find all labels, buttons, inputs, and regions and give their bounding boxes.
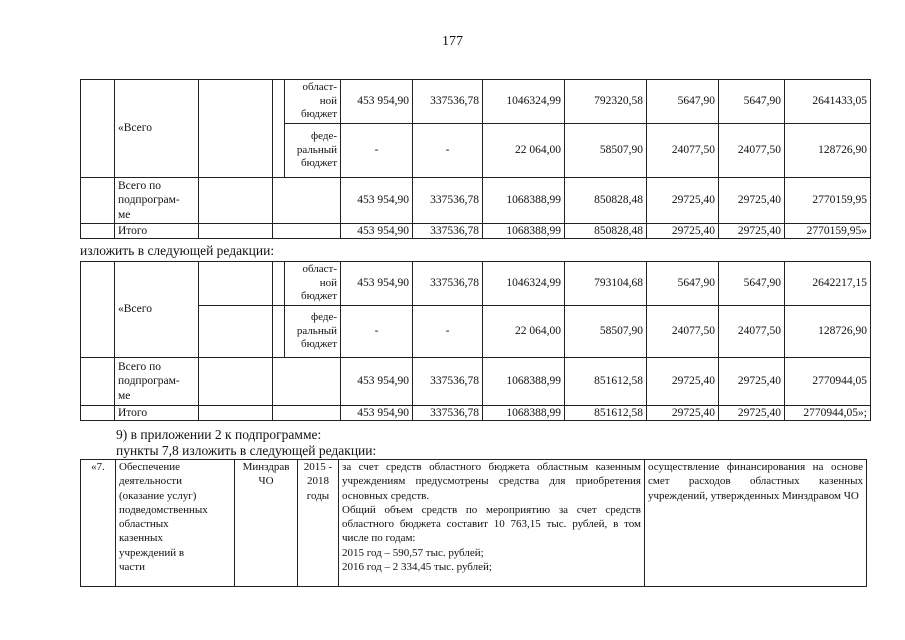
federal-value: -	[413, 124, 483, 178]
subprogram-value: 453 954,90	[341, 178, 413, 224]
page-number: 177	[442, 34, 463, 49]
federal-value: 58507,90	[565, 306, 647, 358]
regional-value: 453 954,90	[341, 80, 413, 124]
total-label: «Всего	[115, 80, 199, 178]
subprogram-value: 1068388,99	[483, 178, 565, 224]
federal-value: -	[341, 306, 413, 358]
redaction-text: изложить в следующей редакции:	[80, 243, 275, 258]
subprogram-value: 850828,48	[565, 178, 647, 224]
subprogram-label: Всего по подпрограм- ме	[115, 178, 199, 224]
itogo-row	[81, 224, 871, 239]
federal-value: 24077,50	[647, 124, 719, 178]
federal-value: 22 064,00	[483, 306, 565, 358]
federal-value: 128726,90	[785, 124, 871, 178]
federal-value: 24077,50	[719, 306, 785, 358]
regional-value: 2642217,15	[785, 262, 871, 306]
itogo-value: 29725,40	[719, 224, 785, 239]
itogo-value: 2770159,95»	[785, 224, 871, 239]
itogo-value: 851612,58	[565, 406, 647, 421]
regional-value: 5647,90	[719, 262, 785, 306]
itogo-value: 29725,40	[647, 406, 719, 421]
itogo-label: Итого	[115, 224, 199, 239]
regional-value: 453 954,90	[341, 262, 413, 306]
subprogram-value: 2770159,95	[785, 178, 871, 224]
federal-value: 128726,90	[785, 306, 871, 358]
itogo-value: 29725,40	[647, 224, 719, 239]
regional-value: 5647,90	[719, 80, 785, 124]
item-9-text: 9) в приложении 2 к подпрограмме:	[116, 427, 322, 442]
activity-executor: Минздрав ЧО	[235, 460, 298, 587]
activity-name: Обеспечение деятельности (оказание услуг) подведомственных областных казенных учреждений в части	[116, 460, 235, 587]
budget-table-new	[80, 261, 871, 421]
activity-row-7	[81, 460, 867, 587]
itogo-value: 337536,78	[413, 224, 483, 239]
activity-number: «7.	[81, 460, 116, 587]
subprogram-label: Всего по подпрограм- ме	[115, 358, 199, 406]
subprogram-value: 29725,40	[719, 358, 785, 406]
itogo-value: 2770944,05»;	[785, 406, 871, 421]
subprogram-total-row	[81, 358, 871, 406]
itogo-value: 850828,48	[565, 224, 647, 239]
subprogram-value: 2770944,05	[785, 358, 871, 406]
budget-table-old	[80, 79, 871, 239]
itogo-value: 29725,40	[719, 406, 785, 421]
regional-value: 2641433,05	[785, 80, 871, 124]
subprogram-value: 29725,40	[719, 178, 785, 224]
points-text: пункты 7,8 изложить в следующей редакции:	[116, 443, 377, 458]
subprogram-value: 337536,78	[413, 358, 483, 406]
source-regional: област- ной бюджет	[285, 80, 341, 124]
source-federal: феде- ральный бюджет	[285, 124, 341, 178]
subprogram-value: 337536,78	[413, 178, 483, 224]
regional-budget-row	[81, 262, 871, 306]
itogo-value: 1068388,99	[483, 224, 565, 239]
itogo-row	[81, 406, 871, 421]
federal-value: 22 064,00	[483, 124, 565, 178]
federal-value: -	[341, 124, 413, 178]
subprogram-total-row	[81, 178, 871, 224]
subprogram-value: 29725,40	[647, 178, 719, 224]
itogo-value: 453 954,90	[341, 406, 413, 421]
subprogram-value: 1068388,99	[483, 358, 565, 406]
regional-value: 792320,58	[565, 80, 647, 124]
federal-value: 58507,90	[565, 124, 647, 178]
activity-description: за счет средств областного бюджета областным казенным учреждениям предусмотрены средства для приобретения основных средств. Общий объем средств по мероприятию за счет средств областного бюджета составит 10 763,15 тыс. рублей, в том числе по годам: 2015 год – 590,57 тыс. рублей; 2016 год – 2 334,45 тыс. рублей;	[339, 460, 645, 587]
federal-value: 24077,50	[719, 124, 785, 178]
activity-years: 2015 - 2018 годы	[298, 460, 339, 587]
itogo-value: 337536,78	[413, 406, 483, 421]
itogo-label: Итого	[115, 406, 199, 421]
subprogram-value: 851612,58	[565, 358, 647, 406]
subprogram-value: 29725,40	[647, 358, 719, 406]
regional-value: 1046324,99	[483, 262, 565, 306]
itogo-value: 1068388,99	[483, 406, 565, 421]
itogo-value: 453 954,90	[341, 224, 413, 239]
activity-table	[80, 459, 867, 587]
regional-value: 793104,68	[565, 262, 647, 306]
federal-value: 24077,50	[647, 306, 719, 358]
total-label: «Всего	[115, 262, 199, 358]
federal-budget-row	[81, 306, 871, 358]
regional-budget-row	[81, 80, 871, 124]
subprogram-value: 453 954,90	[341, 358, 413, 406]
regional-value: 337536,78	[413, 80, 483, 124]
activity-result: осуществление финансирования на основе смет расходов областных казенных учреждений, утвержденных Минздравом ЧО	[645, 460, 867, 587]
regional-value: 5647,90	[647, 262, 719, 306]
federal-value: -	[413, 306, 483, 358]
source-federal: феде- ральный бюджет	[285, 306, 341, 358]
regional-value: 5647,90	[647, 80, 719, 124]
regional-value: 337536,78	[413, 262, 483, 306]
source-regional: област- ной бюджет	[285, 262, 341, 306]
regional-value: 1046324,99	[483, 80, 565, 124]
